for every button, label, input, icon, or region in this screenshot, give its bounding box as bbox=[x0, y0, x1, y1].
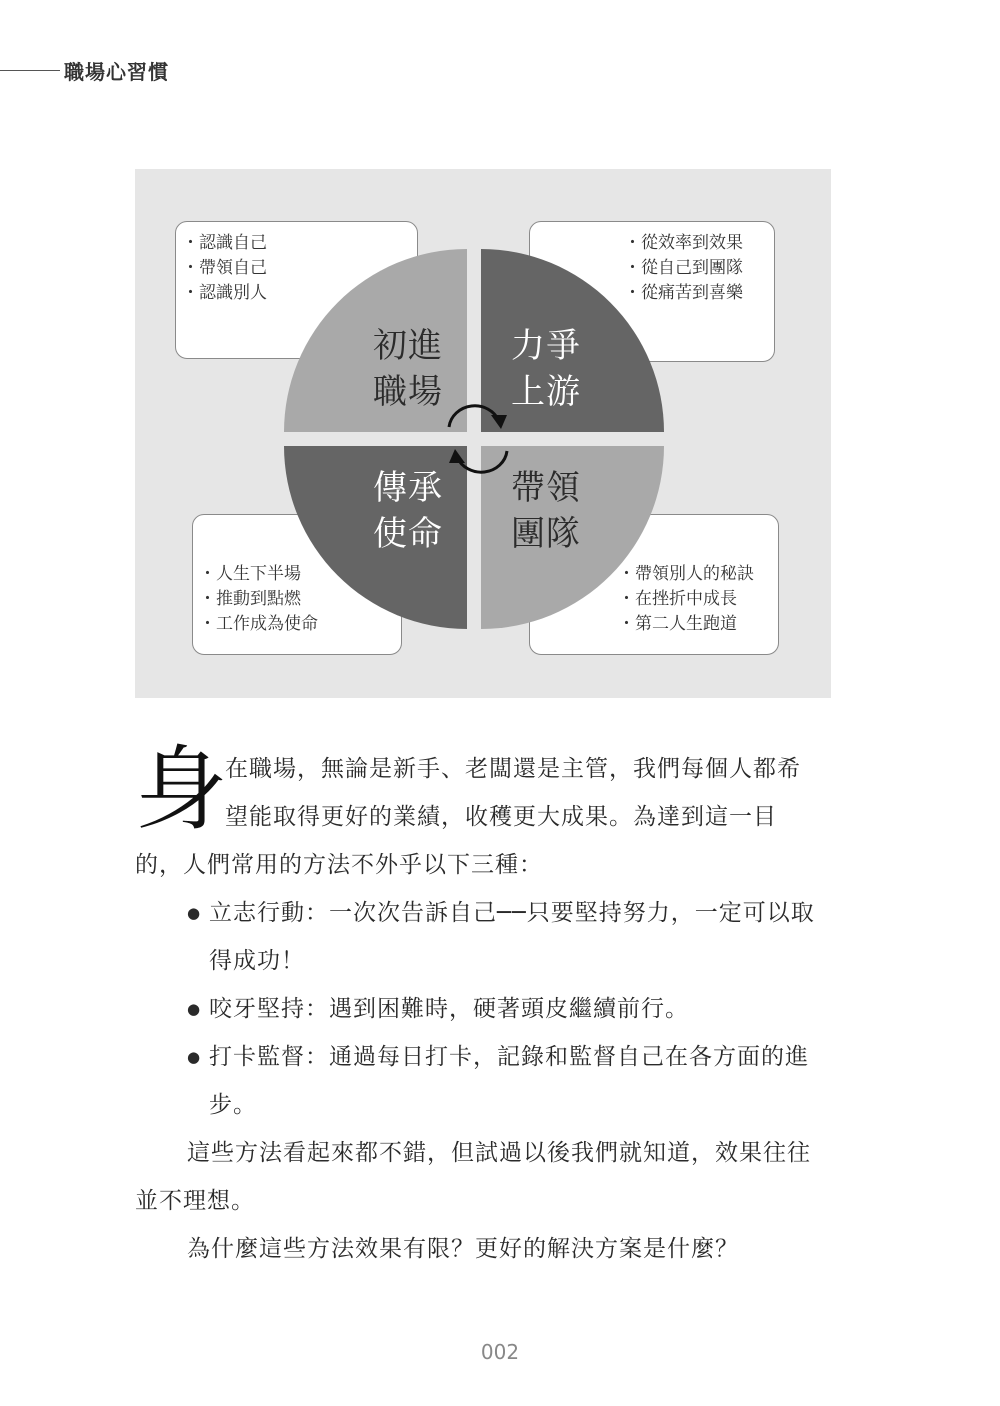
career-cycle-diagram bbox=[135, 169, 831, 698]
text-line: 在職場，無論是新手、老闆還是主管，我們每個人都希 bbox=[225, 756, 801, 782]
quadrant-label-line: 力爭 bbox=[511, 326, 581, 366]
text-line: 的，人們常用的方法不外乎以下三種： bbox=[135, 852, 543, 878]
quadrant-label-line: 上游 bbox=[511, 372, 581, 412]
header-rule bbox=[0, 70, 60, 71]
list-item: ● 打卡監督：通過每日打卡，記錄和監督自己在各方面的進步。 bbox=[187, 1033, 835, 1129]
list-item: ● 立志行動：一次次告訴自己──只要堅持努力，一定可以取得成功！ bbox=[187, 889, 835, 985]
quadrant-label-line: 職場 bbox=[373, 372, 443, 412]
list-item: ・ 認識別人 bbox=[182, 281, 417, 306]
page-number: 002 bbox=[480, 1340, 520, 1364]
quadrant-label-bottom-left bbox=[363, 465, 453, 557]
list-item: ・ 在挫折中成長 bbox=[618, 587, 778, 612]
quadrant-label-top-right bbox=[501, 323, 591, 415]
text-line: 望能取得更好的業績，收穫更大成果。為達到這一目 bbox=[225, 804, 777, 830]
quadrant-label-line: 初進 bbox=[373, 326, 443, 366]
quadrant-label-bottom-right bbox=[501, 465, 591, 557]
quadrant-label-line: 團隊 bbox=[511, 514, 581, 554]
drop-cap: 身 bbox=[135, 736, 228, 843]
paragraph-conclusion: 這些方法看起來都不錯，但試過以後我們就知道，效果往往並不理想。 bbox=[135, 1140, 811, 1214]
quadrant-label-line: 使命 bbox=[373, 514, 443, 554]
list-item: ● 咬牙堅持：遇到困難時，硬著頭皮繼續前行。 bbox=[187, 985, 835, 1033]
quadrant-label-line: 帶領 bbox=[511, 468, 581, 508]
quadrant-label-line: 傳承 bbox=[373, 468, 443, 508]
paragraph-intro bbox=[225, 745, 831, 841]
cycle-wheel bbox=[135, 169, 831, 698]
list-item: ・ 人生下半場 bbox=[199, 562, 401, 587]
list-item: ・ 推動到點燃 bbox=[199, 587, 401, 612]
list-item: ・ 從自己到團隊 bbox=[624, 256, 774, 281]
book-title: 職場心習慣 bbox=[64, 60, 169, 84]
method-list bbox=[187, 889, 835, 1129]
list-item: ・ 帶領別人的秘訣 bbox=[618, 562, 778, 587]
list-item: ・ 從效率到效果 bbox=[624, 231, 774, 256]
list-item: ・ 帶領自己 bbox=[182, 256, 417, 281]
list-item: ・ 從痛苦到喜樂 bbox=[624, 281, 774, 306]
quadrant-label-top-left bbox=[363, 323, 453, 415]
list-item: ・ 認識自己 bbox=[182, 231, 417, 256]
list-item: ・ 工作成為使命 bbox=[199, 612, 401, 637]
list-item: ・ 第二人生跑道 bbox=[618, 612, 778, 637]
paragraph-question: 為什麼這些方法效果有限？更好的解決方案是什麼？ bbox=[187, 1236, 739, 1262]
